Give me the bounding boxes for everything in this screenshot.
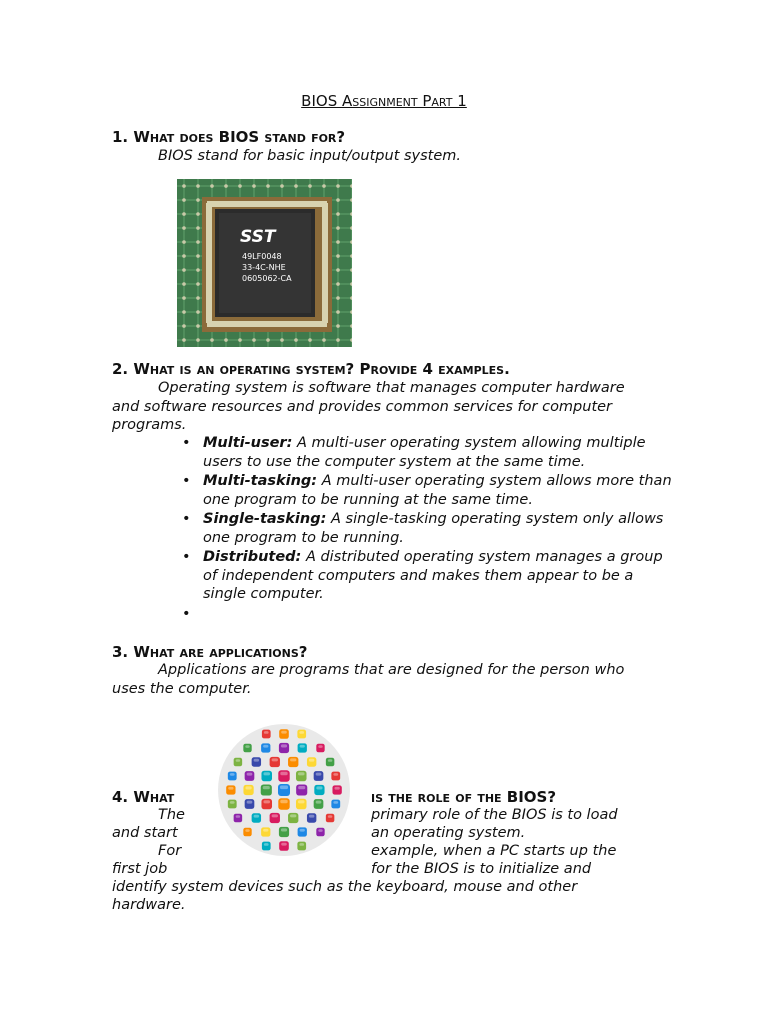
- answer-1: BIOS stand for basic input/output system.: [158, 148, 462, 164]
- answer-4-line-6: hardware.: [112, 897, 186, 913]
- app-tile: [326, 758, 334, 766]
- app-tile: [228, 800, 237, 809]
- answer-4-line-3-right: example, when a PC starts up the: [371, 843, 617, 859]
- bios-chip-image: [177, 179, 352, 347]
- chip-logo-text: SST: [240, 227, 276, 247]
- app-tile: [228, 772, 237, 781]
- app-tile: [297, 842, 306, 851]
- app-tile: [279, 841, 289, 851]
- app-tile: [297, 730, 306, 739]
- answer-4-line-3-left: For: [158, 843, 182, 859]
- chip-line-3: 0605062-CA: [242, 274, 292, 283]
- list-item: • Single-tasking: A single-tasking operating system only allows one program to be running.: [182, 511, 664, 546]
- app-tile: [316, 828, 324, 836]
- list-item: • Multi-user: A multi-user operating system allowing multiple users to use the computer system at the same time.: [182, 435, 646, 470]
- apps-globe-image: [214, 718, 354, 863]
- list-item: • Multi-tasking: A multi-user operating system allows more than one program to be running at the same time.: [182, 473, 672, 508]
- answer-4-line-4-right: for the BIOS is to initialize and: [371, 861, 592, 877]
- answer-2: Operating system is software that manages computer hardware and software resources and provides common services for computer programs.: [112, 380, 625, 433]
- answer-3: Applications are programs that are designed for the person who uses the computer.: [112, 662, 625, 697]
- app-tile: [234, 814, 242, 822]
- app-tile: [262, 730, 271, 739]
- app-tile: [252, 813, 261, 822]
- app-tile: [243, 828, 251, 836]
- app-tile: [332, 785, 341, 794]
- os-examples-list: [112, 434, 672, 624]
- app-tile: [298, 827, 307, 836]
- app-tile: [331, 772, 340, 781]
- app-tile: [262, 842, 271, 851]
- document-title: BIOS Assignment Part 1: [301, 92, 467, 110]
- app-tile: [243, 744, 251, 752]
- app-tile: [307, 813, 316, 822]
- app-tile: [261, 743, 270, 752]
- app-tile: [314, 799, 324, 809]
- app-tile: [226, 785, 235, 794]
- app-tile: [261, 827, 270, 836]
- question-3: 3. What are applications?: [112, 643, 308, 661]
- app-tile: [331, 800, 340, 809]
- app-tile: [316, 744, 324, 752]
- question-4-right: is the role of the BIOS?: [371, 788, 557, 806]
- app-tile: [314, 771, 324, 781]
- answer-4-line-1-left: The: [158, 807, 185, 823]
- answer-4-line-4-left: first job: [112, 861, 168, 877]
- question-1: 1. What does BIOS stand for?: [112, 128, 346, 146]
- list-item: •: [182, 605, 191, 622]
- app-tile: [326, 814, 334, 822]
- answer-4-line-5: identify system devices such as the keyboard, mouse and other: [112, 879, 578, 895]
- app-tile: [252, 757, 261, 766]
- answer-4-line-1-right: primary role of the BIOS is to load: [371, 807, 618, 823]
- app-tile: [307, 757, 316, 766]
- app-tile: [245, 799, 255, 809]
- app-tile: [245, 771, 255, 781]
- app-tile: [279, 729, 289, 739]
- question-4-left: 4. What: [112, 788, 175, 806]
- app-tile: [234, 758, 242, 766]
- chip-line-2: 33-4C-NHE: [242, 263, 286, 272]
- chip-line-1: 49LF0048: [242, 252, 282, 261]
- app-tile: [298, 743, 307, 752]
- answer-4-line-2-right: an operating system.: [371, 825, 526, 841]
- question-2: 2. What is an operating system? Provide 4 examples.: [112, 360, 510, 378]
- answer-4-line-2-left: and start: [112, 825, 178, 841]
- list-item: • Distributed: A distributed operating system manages a group of independent computers and makes them appear to be a single computer.: [182, 549, 663, 602]
